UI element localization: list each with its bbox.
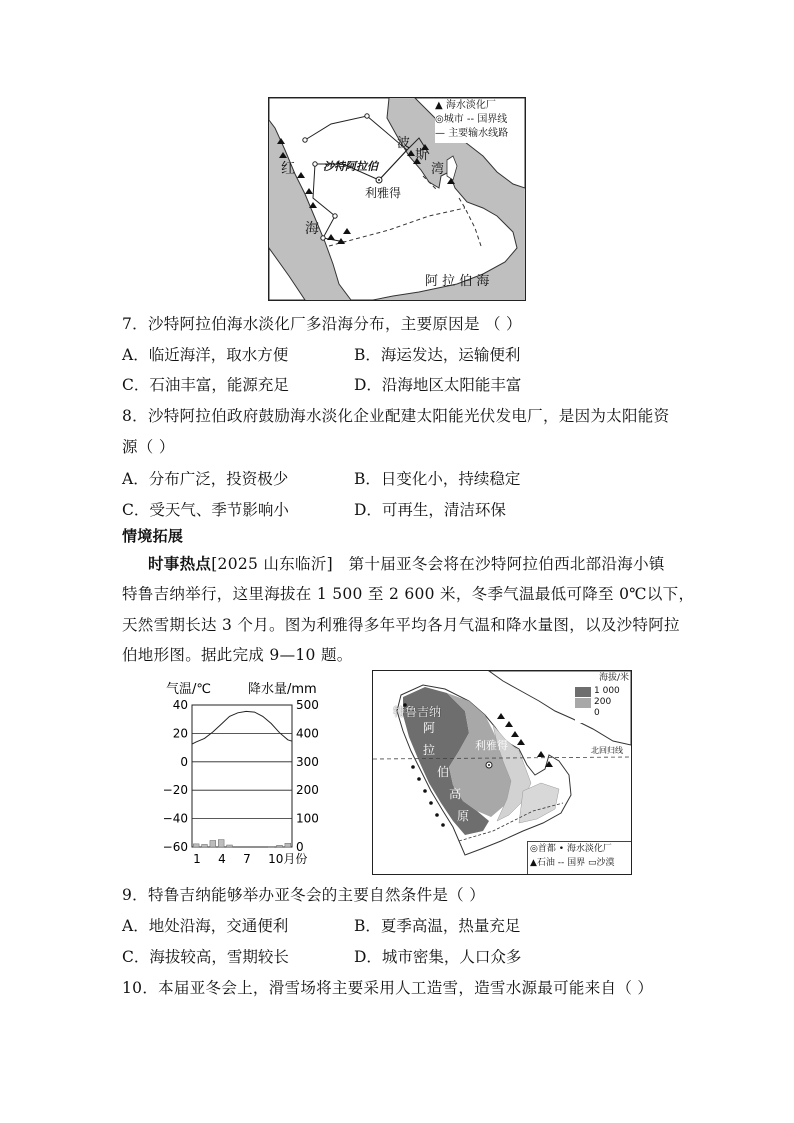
section-paragraph-line3: 天然雪期长达 3 个月。图为利雅得多年平均各月气温和降水量图，以及沙特阿拉 — [122, 616, 680, 634]
q8-stem-line1: 8．沙特阿拉伯政府鼓励海水淡化企业配建太阳能光伏发电厂，是因为太阳能资 — [122, 407, 670, 425]
left-axis-label: 气温/℃ — [166, 682, 211, 697]
legend-swatch-mid — [575, 698, 591, 708]
section-paragraph-line4: 伯地形图。据此完成 9—10 题。 — [122, 646, 353, 664]
q8-option-b[interactable]: B．日变化小，持续稳定 — [354, 470, 521, 488]
climate-chart-svg — [158, 675, 353, 875]
legend-row-1000: 1 000 — [575, 686, 629, 697]
precip-bar — [285, 843, 291, 847]
label-plateau-gao: 高 — [449, 787, 462, 801]
climate-chart — [158, 675, 353, 875]
temp-tick-label: 20 — [172, 726, 188, 741]
label-persian-2: 斯 — [415, 148, 429, 163]
q9-option-b[interactable]: B．夏季高温，热量充足 — [354, 917, 521, 935]
label-tropic: 北回归线 — [591, 746, 623, 755]
right-axis-label: 降水量/mm — [248, 682, 317, 697]
temp-tick-label: 0 — [180, 754, 188, 769]
q9-option-d[interactable]: D．城市密集，人口众多 — [354, 948, 522, 966]
label-red-sea-2: 海 — [305, 221, 319, 237]
chart-frame — [192, 705, 292, 847]
temp-tick-label: −20 — [162, 783, 188, 798]
q9-stem: 9．特鲁吉纳能够举办亚冬会的主要自然条件是（ ） — [122, 886, 485, 904]
temperature-line — [192, 711, 292, 744]
label-persian-3: 湾 — [431, 162, 445, 177]
q7-stem: 7．沙特阿拉伯海水淡化厂多沿海分布，主要原因是 （ ） — [122, 315, 522, 333]
section-p1: 第十届亚冬会将在沙特阿拉伯西北部沿海小镇 — [348, 555, 665, 573]
terrain-bottom-legend — [527, 841, 632, 875]
legend-pipeline: — 主要输水线路 — [435, 128, 509, 139]
label-saudi: 沙特阿拉伯 — [323, 160, 378, 173]
bottom-legend-line2: ▲石油 -- 国界 ▭沙漠 — [530, 858, 615, 868]
legend-row-200: 200 — [575, 697, 629, 708]
label-plateau-yuan: 原 — [457, 809, 470, 823]
terrain-legend — [575, 673, 629, 723]
q8-option-a[interactable]: A．分布广泛，投资极少 — [122, 470, 289, 488]
bottom-legend-line1: ◎首都 • 海水淡化厂 — [530, 844, 612, 854]
label-riyadh-2: 利雅得 — [475, 739, 508, 752]
terrain-map — [372, 670, 632, 875]
precip-tick-label: 100 — [296, 811, 319, 826]
precip-bar — [277, 845, 283, 847]
legend-plant: ▲ 海水淡化厂 — [435, 100, 496, 111]
temp-tick-label: 40 — [172, 698, 188, 712]
q9-option-c[interactable]: C．海拔较高，雪期较长 — [122, 948, 289, 966]
temp-tick-label: −40 — [162, 811, 188, 826]
q10-stem: 10．本届亚冬会上，滑雪场将主要采用人工造雪，造雪水源最可能来自（ ） — [122, 979, 654, 997]
label-persian-1: 波 — [397, 136, 411, 151]
map1-legend — [435, 99, 524, 143]
section-tag: 时事热点 — [148, 554, 212, 573]
section-source: [2025 山东临沂] — [211, 555, 333, 573]
desalination-map — [268, 97, 526, 301]
temp-tick-label: −60 — [162, 840, 188, 854]
month-tick-label: 7 — [243, 852, 251, 866]
q9-option-a[interactable]: A．地处沿海，交通便利 — [122, 917, 289, 935]
precip-tick-label: 400 — [296, 726, 319, 741]
month-tick-label: 10月份 — [268, 852, 308, 866]
precip-tick-label: 200 — [296, 783, 319, 798]
precip-bar — [210, 840, 216, 847]
label-turaif: 特鲁吉纳 — [393, 705, 442, 719]
section-paragraph-line1 — [148, 552, 665, 574]
legend-city-border: ◎城市 -- 国界线 — [435, 114, 508, 125]
label-plateau-a: 阿 — [423, 721, 436, 735]
legend-swatch-dark — [575, 687, 591, 697]
precip-bar — [193, 844, 199, 847]
q7-option-a[interactable]: A．临近海洋，取水方便 — [122, 346, 289, 364]
precip-bar — [218, 840, 224, 847]
q7-option-b[interactable]: B．海运发达，运输便利 — [354, 346, 521, 364]
precip-tick-label: 500 — [296, 698, 319, 712]
month-tick-label: 1 — [193, 852, 201, 866]
precip-tick-label: 300 — [296, 754, 319, 769]
label-riyadh: 利雅得 — [365, 186, 402, 200]
section-heading: 情境拓展 — [122, 527, 184, 545]
label-plateau-la: 拉 — [423, 743, 436, 757]
precip-tick-label: 0 — [296, 840, 304, 854]
q8-option-d[interactable]: D．可再生，清洁环保 — [354, 501, 506, 519]
label-red-sea-1: 红 — [281, 161, 295, 177]
q7-option-d[interactable]: D．沿海地区太阳能丰富 — [354, 376, 522, 394]
terrain-legend-title: 海拔/米 — [598, 673, 629, 683]
section-paragraph-line2: 特鲁吉纳举行，这里海拔在 1 500 至 2 600 米，冬季气温最低可降至 0℃以下， — [122, 585, 695, 603]
label-arabian-sea: 阿 拉 伯 海 — [425, 274, 490, 289]
legend-swatch-light — [575, 709, 591, 719]
precip-bar — [202, 844, 208, 847]
label-plateau-bo: 伯 — [437, 765, 450, 779]
q7-option-c[interactable]: C．石油丰富，能源充足 — [122, 376, 289, 394]
q8-stem-line2: 源（ ） — [122, 438, 175, 456]
q8-option-c[interactable]: C．受天气、季节影响小 — [122, 501, 289, 519]
legend-row-0: 0 — [575, 708, 629, 719]
precip-bar — [227, 845, 233, 847]
month-tick-label: 4 — [218, 852, 226, 866]
